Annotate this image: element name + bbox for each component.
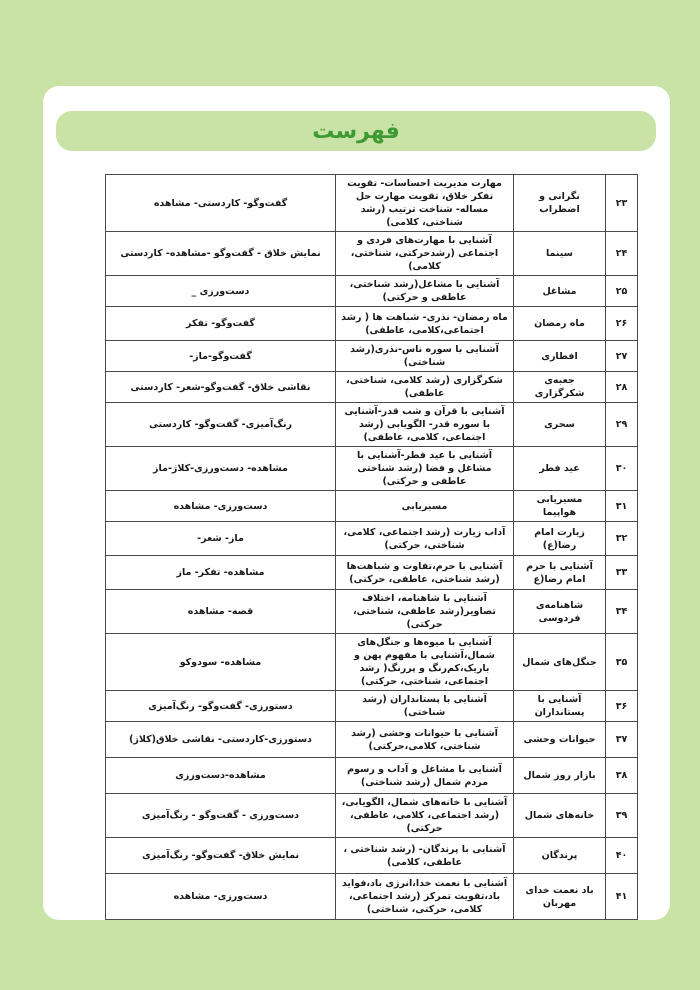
- row-method: مشاهده- سودوکو: [106, 634, 336, 691]
- row-subject: سینما: [514, 232, 606, 276]
- row-goal: آشنایی با نعمت خدا،انرژی باد،فواید باد،تقویت تمرکز (رشد اجتماعی، کلامی، حرکتی، شناختی): [336, 874, 514, 920]
- table-row: [106, 307, 638, 341]
- row-number: ۳۱: [606, 491, 638, 522]
- row-subject: پرندگان: [514, 838, 606, 874]
- row-subject: آشنایی با حرم امام رضا(ع: [514, 556, 606, 590]
- row-method: نمایش خلاق - گفت‌وگو -مشاهده- کاردستی: [106, 232, 336, 276]
- row-method: قصه- مشاهده: [106, 590, 336, 634]
- row-method: مشاهده- دست‌ورزی-کلاژ-ماز: [106, 447, 336, 491]
- table-row: [106, 794, 638, 838]
- row-goal: مهارت مدیریت احساسات- تقویت تفکر خلاق، تقویت مهارت حل مساله- شناخت ترتیب (رشد شناختی، کلامی): [336, 175, 514, 232]
- row-subject: سحری: [514, 403, 606, 447]
- row-goal: آشنایی با مهارت‌های فردی و اجتماعی (رشدحرکتی، شناختی، کلامی): [336, 232, 514, 276]
- row-goal: آشنایی با قرآن و شب قدر-آشنایی با سوره قدر- الگویابی (رشد اجتماعی، کلامی، عاطفی): [336, 403, 514, 447]
- row-number: ۳۸: [606, 758, 638, 794]
- row-number: ۳۴: [606, 590, 638, 634]
- row-number: ۴۰: [606, 838, 638, 874]
- table-row: [106, 491, 638, 522]
- row-method: دست‌ورزی- مشاهده: [106, 491, 336, 522]
- row-number: ۲۶: [606, 307, 638, 341]
- table-row: [106, 691, 638, 722]
- row-goal: آشنایی با پستانداران (رشد شناختی): [336, 691, 514, 722]
- row-goal: آشنایی با حرم،تفاوت و شباهت‌ها (رشد شناختی، عاطفی، حرکتی): [336, 556, 514, 590]
- row-goal: آداب زیارت (رشد اجتماعی، کلامی، شناختی، حرکتی): [336, 522, 514, 556]
- row-number: ۲۳: [606, 175, 638, 232]
- row-number: ۲۴: [606, 232, 638, 276]
- table-row: [106, 175, 638, 232]
- row-subject: بازار روز شمال: [514, 758, 606, 794]
- row-subject: مسیریابی هواپیما: [514, 491, 606, 522]
- row-goal: آشنایی با عید فطر-آشنایی با مشاغل و فضا (رشد شناختی عاطفی و حرکتی): [336, 447, 514, 491]
- row-method: دست‌ورزی- مشاهده: [106, 874, 336, 920]
- row-goal: مسیریابی: [336, 491, 514, 522]
- row-method: مشاهده- تفکر- ماز: [106, 556, 336, 590]
- title-bar: [56, 111, 656, 151]
- row-subject: جنگل‌های شمال: [514, 634, 606, 691]
- table-row: [106, 403, 638, 447]
- table-row: [106, 522, 638, 556]
- row-method: گفت‌وگو- تفکر: [106, 307, 336, 341]
- row-subject: عید فطر: [514, 447, 606, 491]
- table-row: [106, 722, 638, 758]
- row-subject: حیوانات وحشی: [514, 722, 606, 758]
- row-subject: افطاری: [514, 341, 606, 372]
- table-row: [106, 372, 638, 403]
- row-goal: آشنایی با مشاغل(رشد شناختی، عاطفی و حرکتی): [336, 276, 514, 307]
- page-card: [43, 86, 670, 920]
- table-row: [106, 874, 638, 920]
- row-number: ۳۵: [606, 634, 638, 691]
- row-number: ۳۶: [606, 691, 638, 722]
- row-method: ماز- شعر-: [106, 522, 336, 556]
- row-number: ۴۱: [606, 874, 638, 920]
- row-subject: نگرانی و اضطراب: [514, 175, 606, 232]
- row-subject: شاهنامه‌ی فردوسی: [514, 590, 606, 634]
- row-number: ۳۷: [606, 722, 638, 758]
- row-goal: آشنایی با مشاغل و آداب و رسوم مردم شمال (رشد شناختی): [336, 758, 514, 794]
- row-number: ۲۹: [606, 403, 638, 447]
- row-goal: آشنایی با خانه‌های شمال، الگویابی، (رشد اجتماعی، کلامی، عاطفی، حرکتی): [336, 794, 514, 838]
- row-number: ۲۸: [606, 372, 638, 403]
- row-method: دست‌ورزی - گفت‌وگو - رنگ‌آمیزی: [106, 794, 336, 838]
- row-subject: آشنایی با پستانداران: [514, 691, 606, 722]
- toc-table: [105, 174, 638, 920]
- table-row: [106, 838, 638, 874]
- row-method: رنگ‌آمیزی- گفت‌وگو- کاردستی: [106, 403, 336, 447]
- row-goal: شکرگزاری (رشد کلامی، شناختی، عاطفی): [336, 372, 514, 403]
- row-number: ۳۳: [606, 556, 638, 590]
- row-subject: جعبه‌ی شکرگزاری: [514, 372, 606, 403]
- row-method: نمایش خلاق- گفت‌وگو- رنگ‌آمیزی: [106, 838, 336, 874]
- table-row: [106, 232, 638, 276]
- row-number: ۲۷: [606, 341, 638, 372]
- table-row: [106, 590, 638, 634]
- row-method: مشاهده-دست‌ورزی: [106, 758, 336, 794]
- table-row: [106, 556, 638, 590]
- row-method: دستورزی-کاردستی- نقاشی خلاق(کلاژ): [106, 722, 336, 758]
- table-row: [106, 634, 638, 691]
- row-goal: آشنایی با سوره ناس-نذری(رشد شناختی): [336, 341, 514, 372]
- table-row: [106, 447, 638, 491]
- toc-body: [106, 175, 638, 920]
- table-row: [106, 276, 638, 307]
- row-goal: آشنایی با میوه‌ها و جنگل‌های شمال،آشنایی با مفهوم پهن و باریک،کم‌رنگ و پررنگ( رشد اجتماعی، شناختی، حرکتی): [336, 634, 514, 691]
- row-method: نقاشی خلاق- گفت‌وگو-شعر- کاردستی: [106, 372, 336, 403]
- row-number: ۳۰: [606, 447, 638, 491]
- row-subject: زیارت امام رضا(ع): [514, 522, 606, 556]
- row-goal: آشنایی با شاهنامه، اختلاف تصاویر(رشد عاطفی، شناختی، حرکتی): [336, 590, 514, 634]
- row-method: دست‌ورزی _: [106, 276, 336, 307]
- table-row: [106, 341, 638, 372]
- row-subject: خانه‌های شمال: [514, 794, 606, 838]
- row-subject: باد نعمت خدای مهربان: [514, 874, 606, 920]
- row-method: گفت‌وگو- کاردستی- مشاهده: [106, 175, 336, 232]
- table-row: [106, 758, 638, 794]
- row-goal: آشنایی با حیوانات وحشی (رشد شناختی، کلامی،حرکتی): [336, 722, 514, 758]
- row-subject: مشاغل: [514, 276, 606, 307]
- row-goal: آشنایی با پرندگان- (رشد شناختی ، عاطفی، کلامی): [336, 838, 514, 874]
- row-goal: ماه رمضان- نذری- شباهت ها ( رشد اجتماعی،کلامی، عاطفی): [336, 307, 514, 341]
- row-number: ۲۵: [606, 276, 638, 307]
- row-number: ۳۲: [606, 522, 638, 556]
- row-method: دستورزی- گفت‌وگو- رنگ‌آمیزی: [106, 691, 336, 722]
- row-number: ۳۹: [606, 794, 638, 838]
- page-title: فهرست: [312, 118, 400, 144]
- row-method: گفت‌وگو-ماز-: [106, 341, 336, 372]
- row-subject: ماه رمضان: [514, 307, 606, 341]
